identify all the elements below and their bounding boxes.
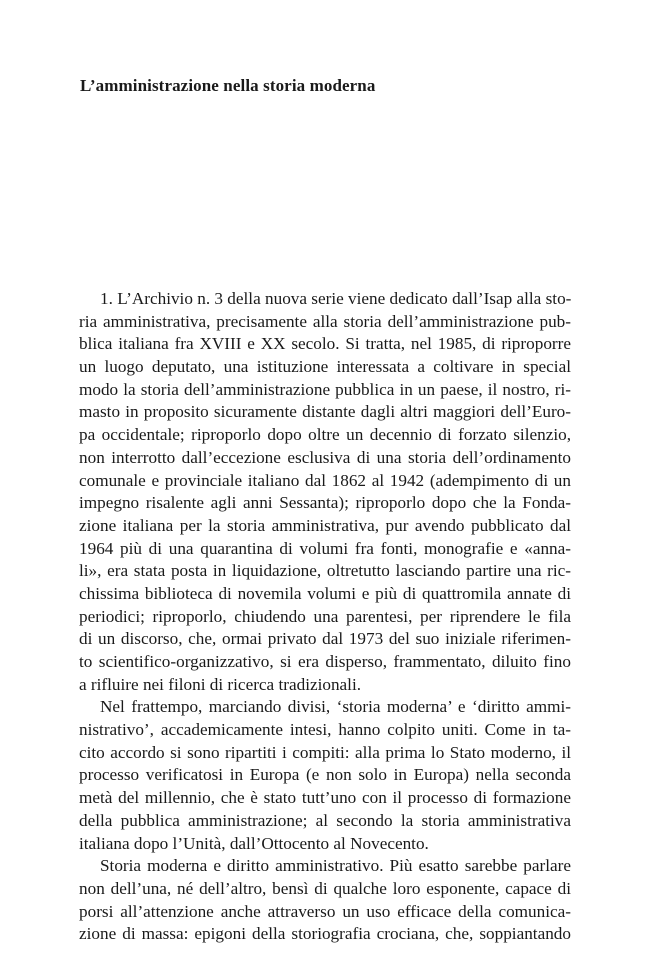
text-line: blica italiana fra XVIII e XX secolo. Si tratta, nel 1985, di riproporre (79, 334, 571, 354)
text-line: di un discorso, che, ormai privato dal 1973 del suo iniziale riferimen- (79, 629, 571, 649)
text-line: 1. L’Archivio n. 3 della nuova serie viene dedicato dall’Isap alla sto- (100, 289, 572, 308)
text-line: zione italiana per la storia amministrativa, pur avendo pubblicato dal (79, 515, 571, 535)
page-title: L’amministrazione nella storia moderna (80, 76, 376, 95)
text-line: comunale e provinciale italiano dal 1862 al 1942 (adempimento di un (79, 470, 571, 490)
text-line: Storia moderna e diritto amministrativo. Più esatto sarebbe parlare (100, 856, 571, 876)
text-line: ria amministrativa, precisamente alla storia dell’amministrazione pub- (79, 311, 571, 331)
text-line: pa occidentale; riproporlo dopo oltre un decennio di forzato silenzio, (79, 425, 571, 445)
text-line: della pubblica amministrazione; al secondo la storia amministrativa (79, 810, 571, 830)
text-line: non interrotto dall’eccezione esclusiva di una storia dell’ordinamento (79, 447, 571, 467)
text-line: nistrativo’, accademicamente intesi, hanno colpito uniti. Come in ta- (79, 720, 571, 740)
body-text (79, 288, 571, 946)
text-line: a rifluire nei filoni di ricerca tradizionali. (79, 674, 362, 694)
text-line: non dell’una, né dell’altro, bensì di qualche loro esponente, capace di (79, 878, 571, 898)
text-line: impegno risalente agli anni Sessanta); riproporlo dopo che la Fonda- (79, 493, 571, 513)
text-line: masto in proposito sicuramente distante dagli altri maggiori dell’Euro- (79, 402, 571, 422)
text-line: italiana dopo l’Unità, dall’Ottocento al Novecento. (79, 833, 429, 853)
text-line: Nel frattempo, marciando divisi, ‘storia moderna’ e ‘diritto ammi- (100, 697, 571, 717)
text-line: li», era stata posta in liquidazione, oltretutto lasciando partire una ric- (79, 561, 571, 581)
text-line: zione di massa: epigoni della storiografia crociana, che, soppiantando (79, 924, 571, 944)
text-line: cito accordo si sono ripartiti i compiti: alla prima lo Stato moderno, il (79, 742, 571, 762)
text-line: processo verificatosi in Europa (e non solo in Europa) nella seconda (79, 765, 571, 785)
text-line: metà del millennio, che è stato tutt’uno con il processo di formazione (79, 788, 571, 808)
text-line: 1964 più di una quarantina di volumi fra fonti, monografie e «anna- (79, 538, 571, 558)
text-line: chissima biblioteca di novemila volumi e più di quattromila annate di (79, 583, 571, 603)
text-line: periodici; riproporlo, chiudendo una parentesi, per riprendere le fila (79, 606, 571, 626)
text-line: un luogo deputato, una istituzione interessata a coltivare in special (79, 357, 571, 377)
text-line: porsi all’attenzione anche attraverso un uso efficace della comunica- (79, 901, 571, 921)
text-line: to scientifico-organizzativo, si era disperso, frammentato, diluito fino (79, 652, 571, 671)
text-line: modo la storia dell’amministrazione pubblica in un paese, il nostro, ri- (79, 379, 571, 399)
